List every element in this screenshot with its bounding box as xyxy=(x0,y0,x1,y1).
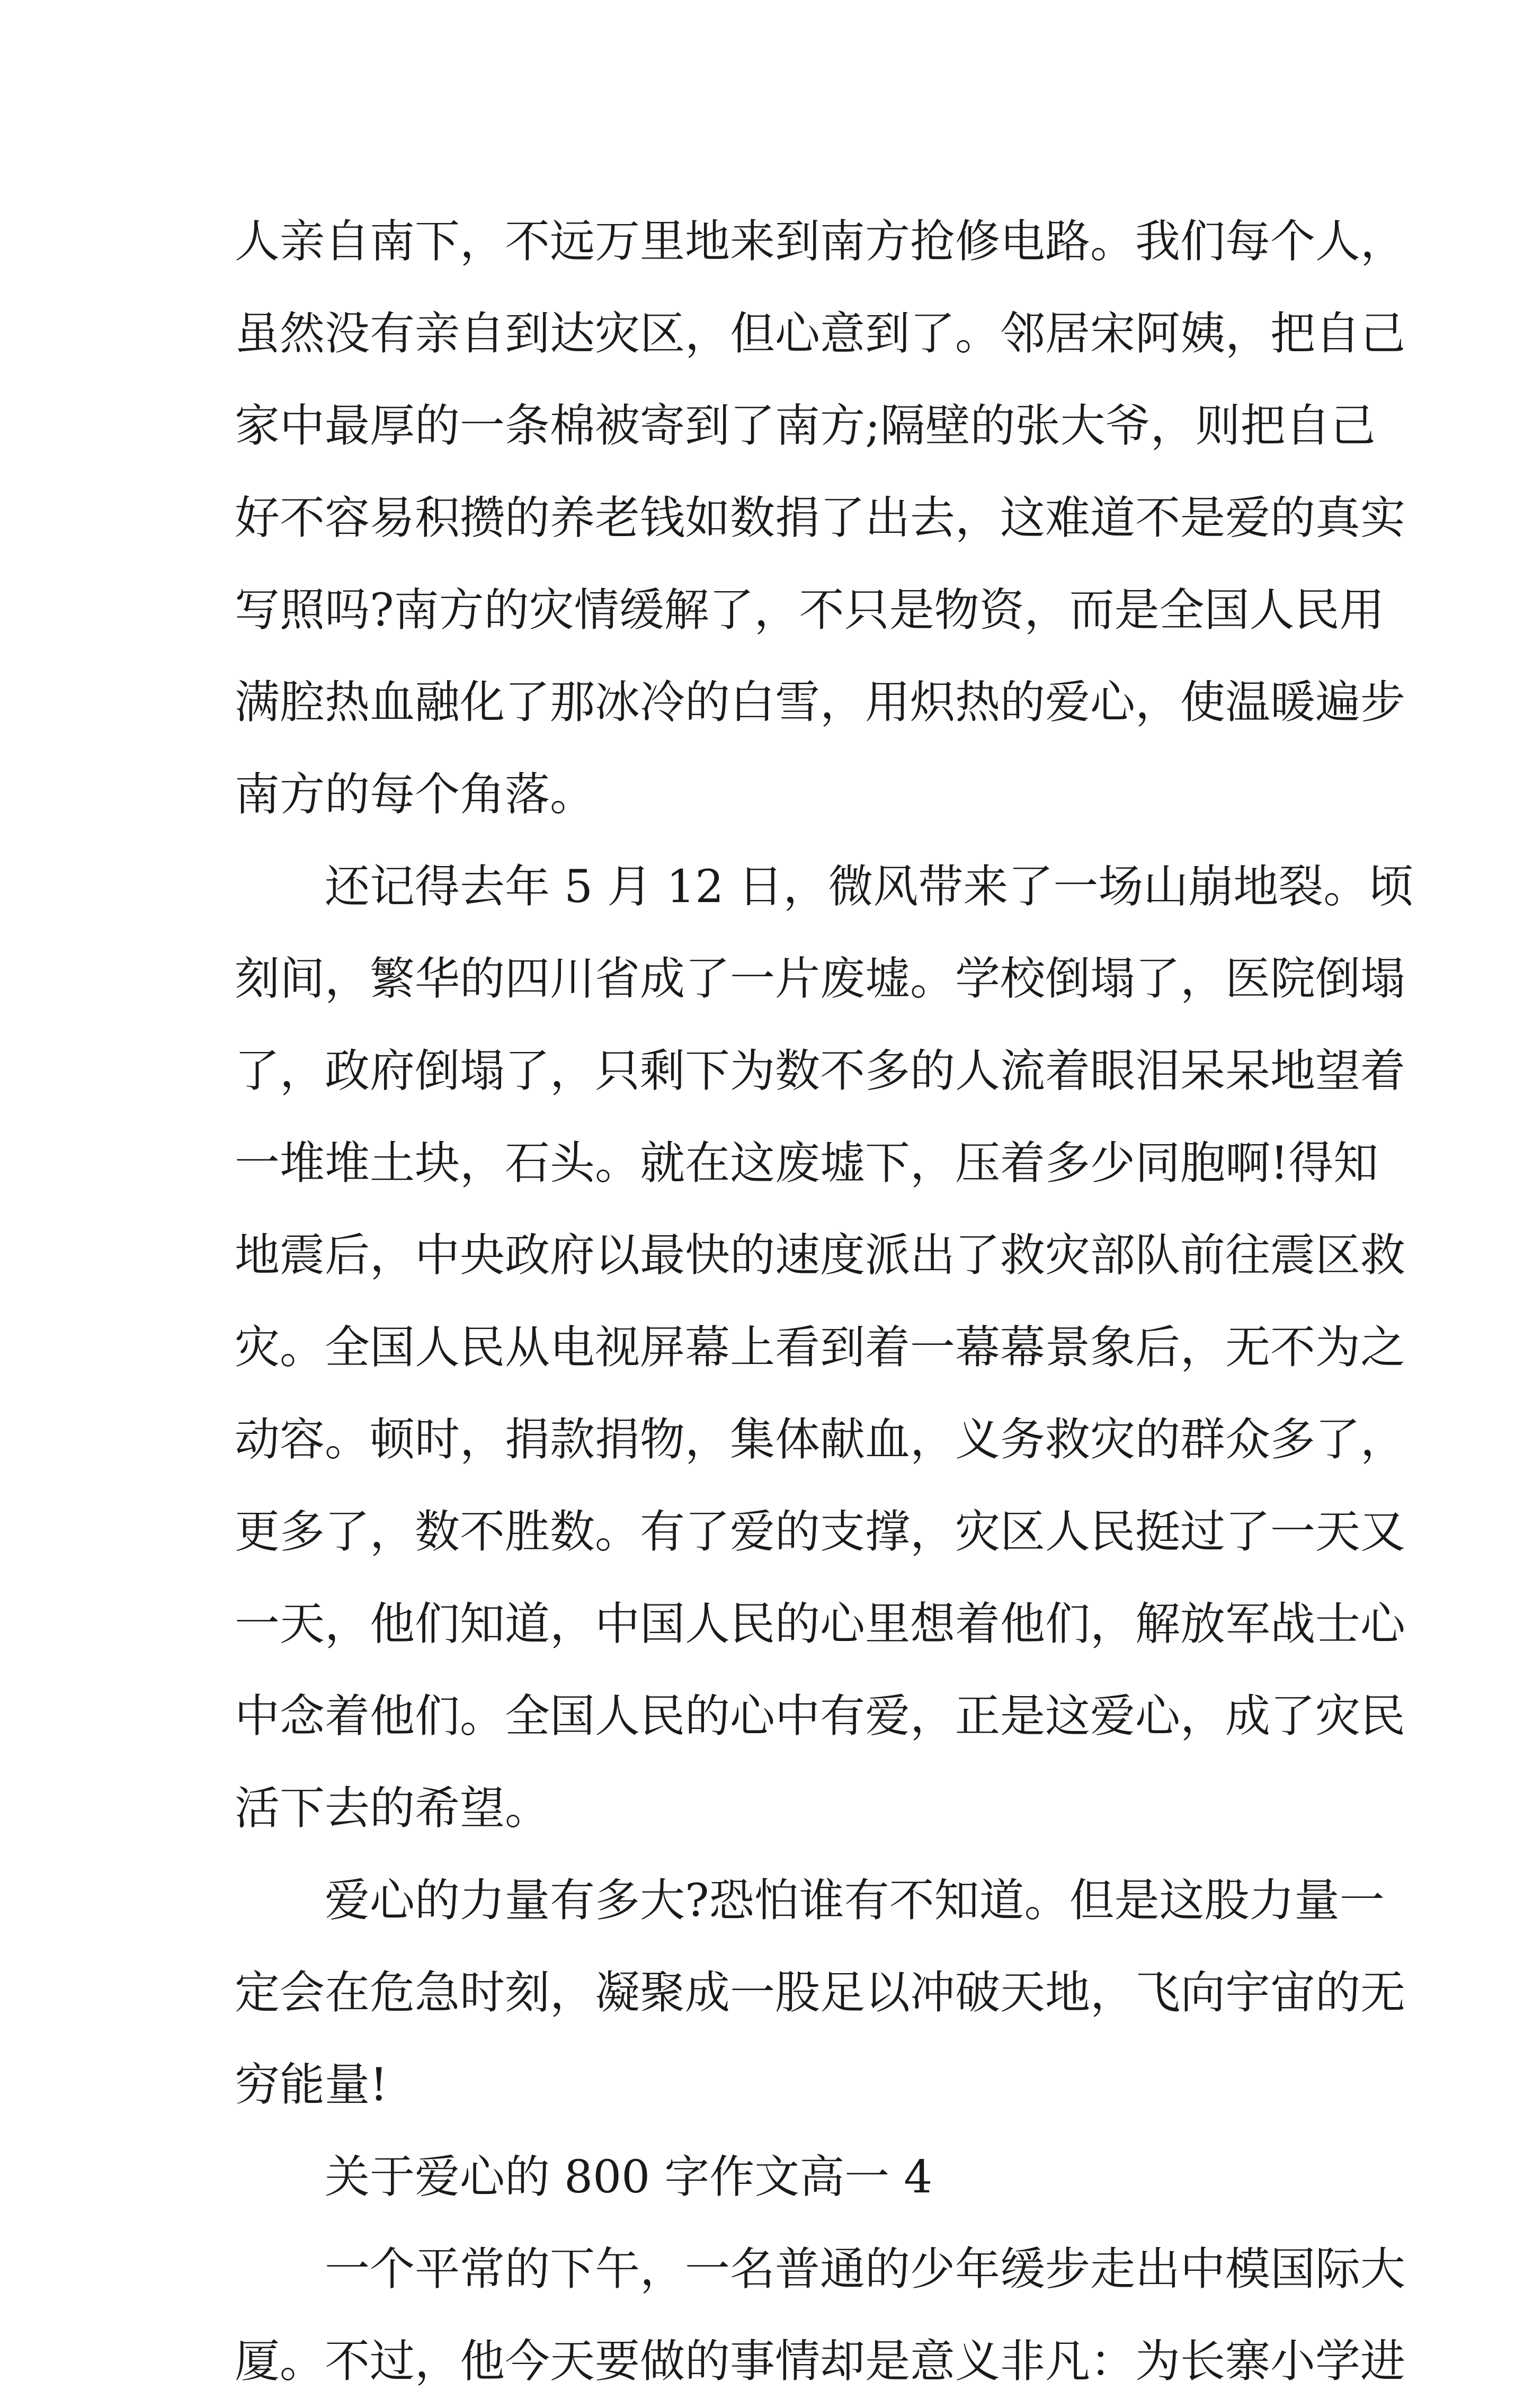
text-line: 虽然没有亲自到达灾区，但心意到了。邻居宋阿姨，把自己 xyxy=(235,308,1406,360)
text-line: 更多了，数不胜数。有了爱的支撑，灾区人民挺过了一天又 xyxy=(235,1506,1406,1558)
paragraph xyxy=(235,1855,1406,2131)
text-line: 南方的每个角落。 xyxy=(235,769,595,821)
text-line: 刻间，繁华的四川省成了一片废墟。学校倒塌了，医院倒塌 xyxy=(235,953,1406,1005)
text-line: 活下去的希望。 xyxy=(235,1782,550,1835)
text-line: 还记得去年 5 月 12 日，微风带来了一场山崩地裂。顷 xyxy=(235,861,1414,913)
text-line: 动容。顿时，捐款捐物，集体献血，义务救灾的群众多了， xyxy=(235,1414,1406,1466)
text-line: 人亲自南下，不远万里地来到南方抢修电路。我们每个人， xyxy=(235,216,1406,268)
text-line: 地震后，中央政府以最快的速度派出了救灾部队前往震区救 xyxy=(235,1229,1406,1282)
text-line: 中念着他们。全国人民的心中有爱，正是这爱心，成了灾民 xyxy=(235,1690,1406,1743)
section-heading xyxy=(235,2131,1310,2224)
text-line: 满腔热血融化了那冰冷的白雪，用炽热的爱心，使温暖遍步 xyxy=(235,676,1406,729)
text-line: 好不容易积攒的养老钱如数捐了出去，这难道不是爱的真实 xyxy=(235,492,1406,545)
text-line: 一个平常的下午，一名普通的少年缓步走出中模国际大 xyxy=(235,2243,1406,2296)
text-line: 了，政府倒塌了，只剩下为数不多的人流着眼泪呆呆地望着 xyxy=(235,1045,1406,1098)
text-line: 写照吗?南方的灾情缓解了，不只是物资，而是全国人民用 xyxy=(235,584,1385,637)
paragraph xyxy=(235,2224,1406,2408)
text-line: 一天，他们知道，中国人民的心里想着他们，解放军战士心 xyxy=(235,1598,1406,1651)
text-line: 一堆堆土块，石头。就在这废墟下，压着多少同胞啊!得知 xyxy=(235,1137,1379,1190)
paragraph xyxy=(235,841,1414,1855)
text-line: 定会在危急时刻，凝聚成一股足以冲破天地，飞向宇宙的无 xyxy=(235,1967,1406,2019)
text-line: 厦。不过，他今天要做的事情却是意义非凡：为长寨小学进 xyxy=(235,2335,1406,2388)
text-line: 家中最厚的一条棉被寄到了南方;隔壁的张大爷，则把自己 xyxy=(235,400,1376,452)
heading-text: 关于爱心的 800 字作文高一 4 xyxy=(235,2151,933,2204)
paragraph xyxy=(235,196,1406,841)
text-line: 穷能量! xyxy=(235,2059,388,2111)
text-line: 灾。全国人民从电视屏幕上看到着一幕幕景象后，无不为之 xyxy=(235,1322,1406,1374)
document-body xyxy=(235,196,1414,2408)
text-line: 爱心的力量有多大?恐怕谁有不知道。但是这股力量一 xyxy=(235,1875,1385,1927)
